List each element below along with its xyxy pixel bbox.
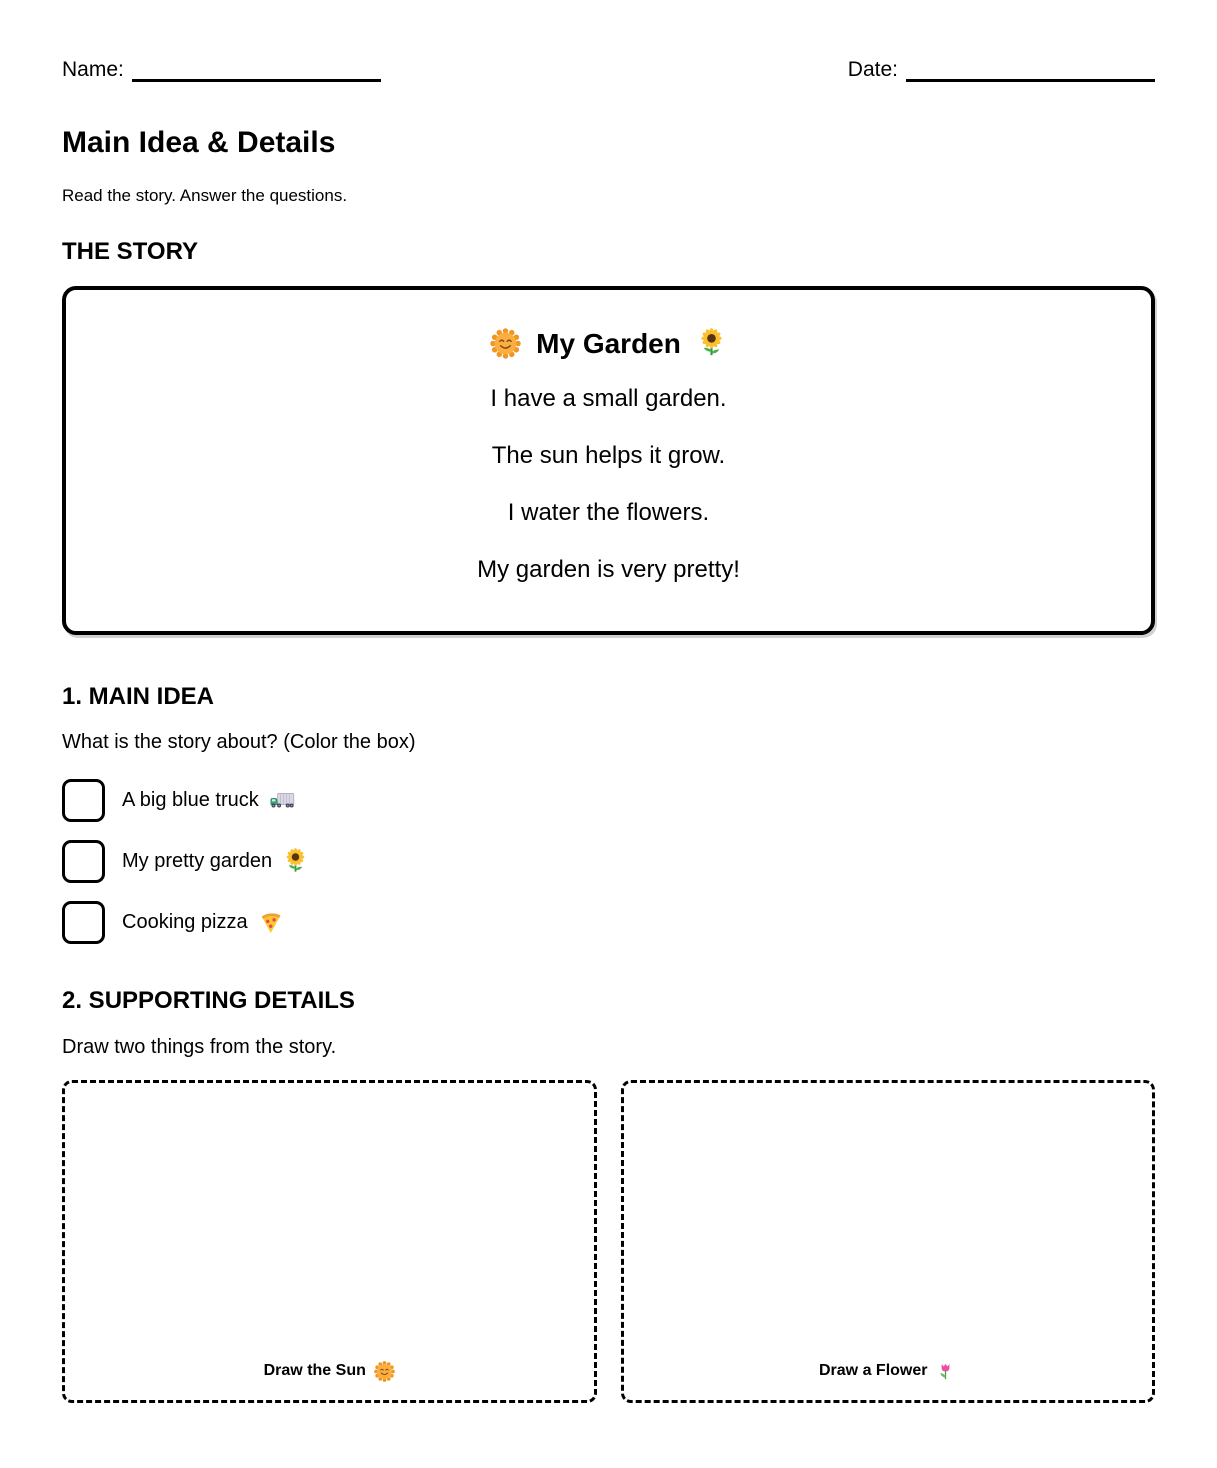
date-field <box>848 58 1155 82</box>
name-blank-line[interactable] <box>132 60 381 82</box>
option-checkbox-truck[interactable] <box>62 779 105 822</box>
sun-with-face-icon <box>374 1361 395 1382</box>
page-subtitle: Read the story. Answer the questions. <box>62 185 348 205</box>
draw-box-label: Draw a Flower <box>819 1361 956 1382</box>
supporting-details-instruction: Draw two things from the story. <box>62 1035 337 1058</box>
name-label: Name: <box>62 58 124 81</box>
pizza-slice-icon <box>258 909 285 936</box>
story-line: My garden is very pretty! <box>477 555 740 583</box>
option-label: A big blue truck <box>122 787 296 814</box>
story-line: I have a small garden. <box>490 384 727 412</box>
option-checkbox-garden[interactable] <box>62 840 105 883</box>
option-row-truck <box>62 779 1155 822</box>
option-label: My pretty garden <box>122 848 309 875</box>
story-line: The sun helps it grow. <box>491 441 726 469</box>
option-label: Cooking pizza <box>122 909 285 936</box>
story-section-heading: THE STORY <box>62 237 199 265</box>
option-checkbox-pizza[interactable] <box>62 901 105 944</box>
date-label: Date: <box>847 58 898 81</box>
main-idea-section-heading: 1. MAIN IDEA <box>62 682 215 710</box>
draw-box-sun[interactable] <box>62 1080 597 1403</box>
truck-icon <box>269 787 296 814</box>
name-date-row <box>62 58 1155 82</box>
option-row-pizza <box>62 901 1155 944</box>
sunflower-icon <box>696 328 727 359</box>
tulip-icon <box>935 1361 956 1382</box>
option-row-garden <box>62 840 1155 883</box>
sun-with-face-icon <box>490 328 521 359</box>
story-line: I water the flowers. <box>507 498 710 526</box>
draw-box-flower[interactable] <box>621 1080 1156 1403</box>
story-box <box>62 286 1155 635</box>
main-idea-options <box>62 779 1155 944</box>
page-title: Main Idea & Details <box>62 126 336 159</box>
draw-box-label: Draw the Sun <box>264 1361 395 1382</box>
main-idea-instruction: What is the story about? (Color the box) <box>62 731 416 754</box>
name-field <box>62 58 381 82</box>
story-title-text: My Garden <box>536 327 681 359</box>
date-blank-line[interactable] <box>906 60 1155 82</box>
sunflower-icon <box>282 848 309 875</box>
supporting-details-section-heading: 2. SUPPORTING DETAILS <box>62 987 355 1015</box>
story-title <box>66 328 1151 360</box>
draw-boxes-row <box>62 1080 1155 1403</box>
